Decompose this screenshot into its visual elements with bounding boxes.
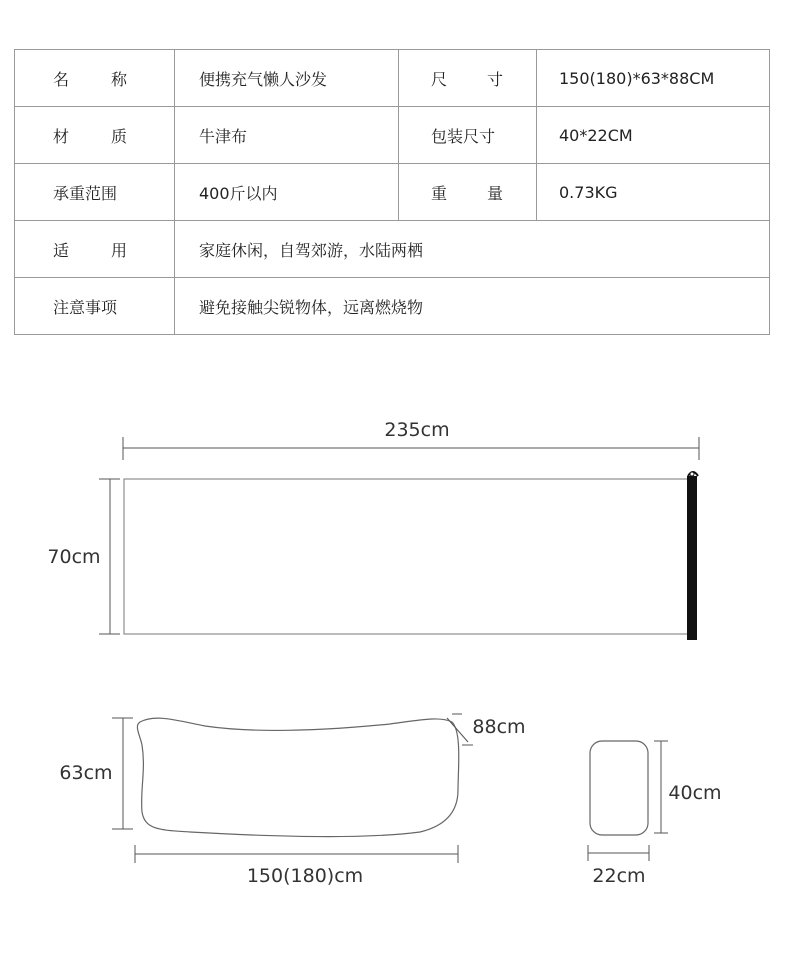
pack-height-label: 40cm	[668, 782, 722, 804]
row-label: 包装尺寸	[399, 107, 537, 164]
row-value: 150(180)*63*88CM	[537, 50, 770, 107]
flat-sofa-outline	[124, 479, 690, 634]
inflated-height-label: 63cm	[59, 762, 113, 784]
pack-bag-outline	[590, 741, 648, 835]
flat-view	[99, 437, 699, 634]
flat-height-label: 70cm	[47, 546, 101, 568]
closure-bar-icon	[687, 472, 698, 640]
inflated-depth-label: 88cm	[472, 716, 526, 738]
row-label: 注意事项	[15, 278, 175, 335]
inflated-length-label: 150(180)cm	[246, 865, 364, 887]
inflated-sofa-outline	[137, 718, 458, 836]
inflated-view	[112, 714, 473, 863]
row-label: 重量	[431, 183, 503, 203]
row-value: 400斤以内	[175, 164, 399, 221]
row-value: 牛津布	[175, 107, 399, 164]
pack-view	[588, 741, 668, 861]
row-value: 40*22CM	[537, 107, 770, 164]
row-label: 尺寸	[431, 69, 503, 89]
row-label: 名称	[53, 69, 127, 89]
row-label: 适用	[53, 240, 127, 260]
row-value: 0.73KG	[537, 164, 770, 221]
pack-width-label: 22cm	[592, 865, 646, 887]
row-value: 便携充气懒人沙发	[175, 50, 399, 107]
row-value: 避免接触尖锐物体，远离燃烧物	[175, 278, 770, 335]
flat-width-label: 235cm	[384, 419, 450, 441]
row-label: 承重范围	[15, 164, 175, 221]
row-value: 家庭休闲，自驾郊游，水陆两栖	[175, 221, 770, 278]
row-label: 材质	[53, 126, 127, 146]
